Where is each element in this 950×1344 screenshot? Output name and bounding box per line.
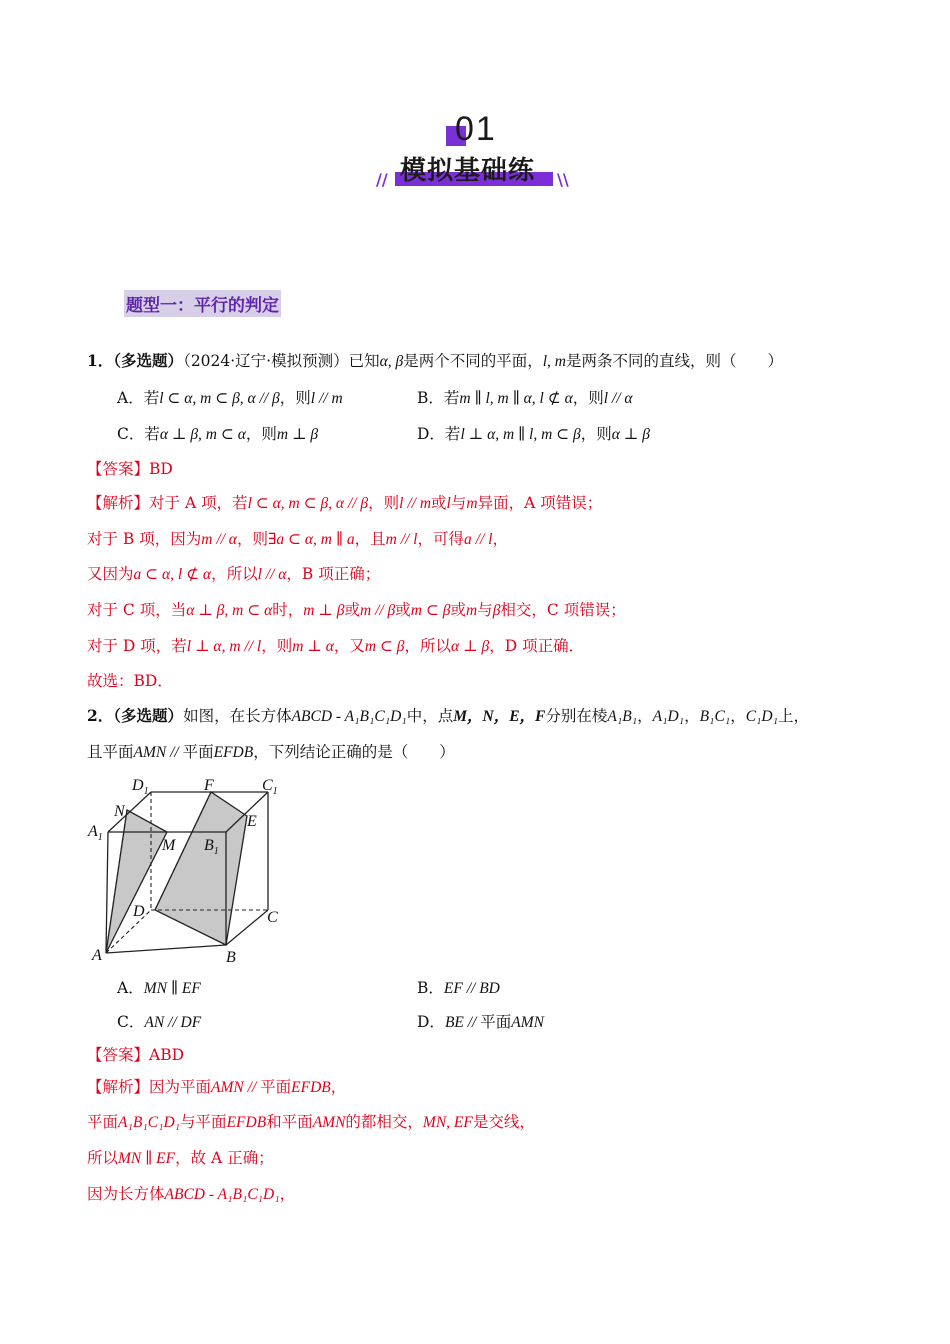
q2-stem-line-1: 2．（多选题）如图，在长方体ABCD - A₁B₁C₁D₁中，点M，N，E，F分别在棱A₁B₁，A₁D₁，B₁C₁，C₁D₁上， [87,706,810,725]
section-title: 题型一：平行的判定 [124,290,281,317]
q2-analysis-line-2: 平面A₁B₁C₁D₁与平面EFDB和平面AMN的都相交，MN, EF是交线， [87,1113,535,1131]
plane-efdb [155,792,247,945]
q1-analysis-line-5: 对于 D 项，若l ⊥ α, m // l，则m ⊥ α，又m ⊂ β，所以α ⊥ β，D 项正确． [87,637,585,655]
q1-analysis-line-4: 对于 C 项，当α ⊥ β, m ⊂ α时，m ⊥ β或m // β或m ⊂ β或m与β相交，C 项错误； [87,601,626,619]
label-c1: $C_1$ [262,777,278,797]
q2-analysis-line-1: 【解析】因为平面AMN // 平面EFDB， [87,1078,347,1096]
q2-stem-line-2: 且平面AMN // 平面EFDB，下列结论正确的是（ ） [87,743,455,761]
label-d1: $D_1$ [132,777,149,797]
label-e: E [247,813,257,830]
label-f: F [204,777,214,794]
q1-stem: 1．（多选题）（2024·辽宁·模拟预测）已知α, β是两个不同的平面，l, m是两条不同的直线，则（ ） [87,351,784,370]
label-a: A [92,947,102,964]
q2-analysis-line-3: 所以MN ∥ EF，故 A 正确； [87,1149,274,1167]
q1-option-d[interactable]: D．若l ⊥ α, m ∥ l, m ⊂ β，则α ⊥ β [417,425,650,443]
label-m: M [162,837,176,854]
q2-option-a[interactable]: A．MN ∥ EF [117,979,201,997]
q1-option-c[interactable]: C．若α ⊥ β, m ⊂ α，则m ⊥ β [117,425,319,443]
right-decoration: \\ [557,170,569,189]
label-b: B [226,949,236,966]
q1-answer: 【答案】BD [87,460,173,478]
q2-analysis-line-4: 因为长方体ABCD - A₁B₁C₁D₁， [87,1185,296,1203]
q1-analysis-line-1: 【解析】对于 A 项，若l ⊂ α, m ⊂ β, α // β，则l // m或l与m异面，A 项错误； [87,494,603,512]
label-c: C [267,909,278,926]
label-a1: $A_1$ [88,823,103,843]
q2-option-c[interactable]: C．AN // DF [117,1013,202,1031]
q1-analysis-line-3: 又因为a ⊂ α, l ⊄ α，所以l // α，B 项正确； [87,565,381,583]
q2-answer: 【答案】ABD [87,1046,185,1064]
q2-option-b[interactable]: B．EF // BD [417,979,500,997]
q2-option-d[interactable]: D．BE // 平面AMN [417,1013,544,1031]
label-b1: $B_1$ [204,837,219,857]
q1-option-b[interactable]: B．若m ∥ l, m ∥ α, l ⊄ α，则l // α [417,389,633,407]
edge-bc [226,910,268,945]
edge-ab [106,945,226,953]
q1-analysis-line-2: 对于 B 项，因为m // α，则∃a ⊂ α, m ∥ a，且m // l，可得a // l， [87,530,508,548]
q1-option-a[interactable]: A．若l ⊂ α, m ⊂ β, α // β，则l // m [117,389,343,407]
chapter-number: 01 [455,110,497,148]
label-n: N [114,803,125,820]
label-d: D [133,903,145,920]
cuboid-figure [80,770,290,970]
edge-aa1 [106,832,108,953]
chapter-title: 模拟基础练 [400,156,536,186]
q1-conclusion: 故选：BD． [87,672,173,690]
left-decoration: // [376,170,388,189]
